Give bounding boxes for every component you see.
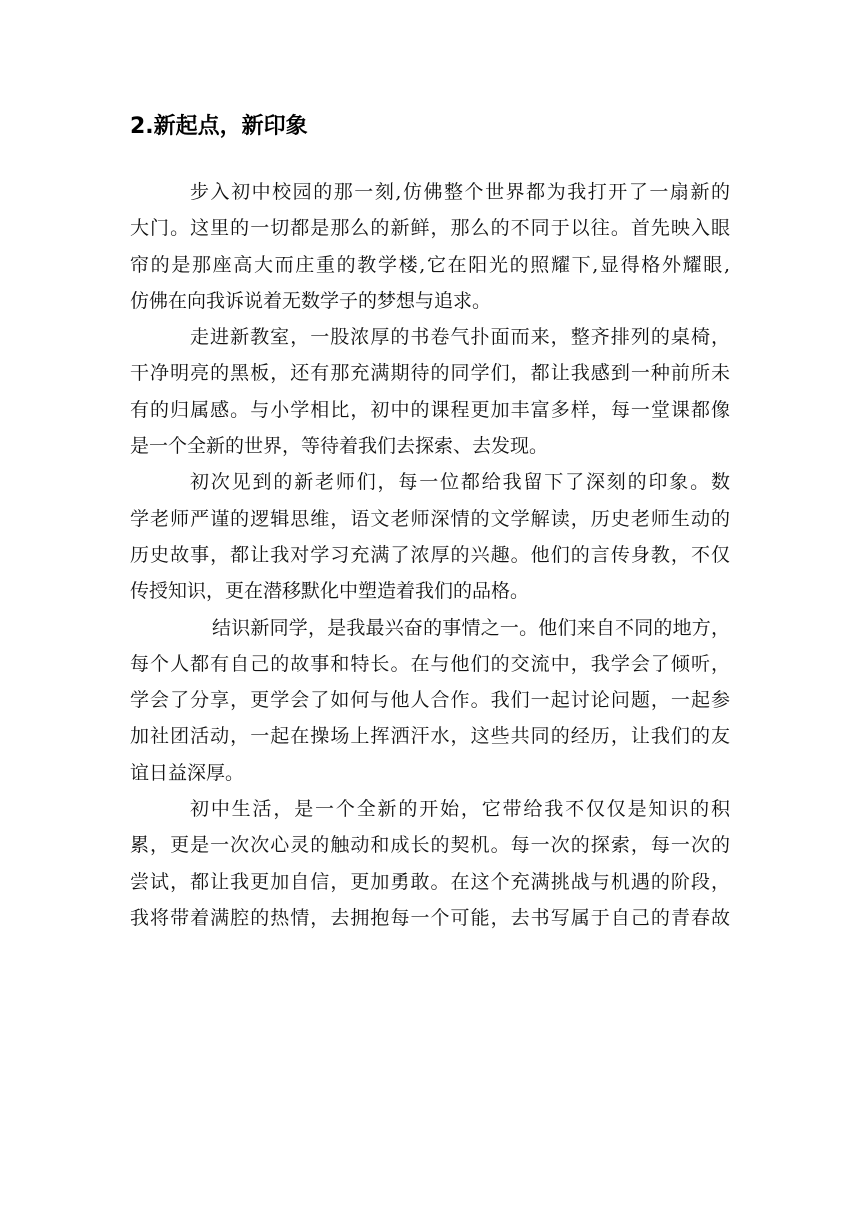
text-line: 历史故事，都让我对学习充满了浓厚的兴趣。他们的言传身教，不仅 xyxy=(130,543,730,566)
text-line: 仿佛在向我诉说着无数学子的梦想与追求。 xyxy=(130,289,492,312)
text-line: 传授知识，更在潜移默化中塑造着我们的品格。 xyxy=(130,580,530,603)
text-line: 结识新同学，是我最兴奋的事情之一。他们来自不同的地方， xyxy=(212,616,730,639)
text-line: 走进新教室，一股浓厚的书卷气扑面而来，整齐排列的桌椅， xyxy=(190,326,730,349)
section-title: 2.新起点，新印象 xyxy=(130,114,308,139)
text-line: 累，更是一次次心灵的触动和成长的契机。每一次的探索，每一次的 xyxy=(130,834,730,857)
paragraph-2 xyxy=(130,319,730,464)
text-line: 每个人都有自己的故事和特长。在与他们的交流中，我学会了倾听， xyxy=(130,652,730,675)
text-line: 加社团活动，一起在操场上挥洒汗水，这些共同的经历，让我们的友 xyxy=(130,725,730,748)
text-line: 学会了分享，更学会了如何与他人合作。我们一起讨论问题，一起参 xyxy=(130,689,730,712)
text-line: 帘的是那座高大而庄重的教学楼,它在阳光的照耀下,显得格外耀眼, xyxy=(130,253,730,276)
text-line: 初中生活，是一个全新的开始，它带给我不仅仅是知识的积 xyxy=(190,798,730,821)
text-line: 我将带着满腔的热情，去拥抱每一个可能，去书写属于自己的青春故 xyxy=(130,906,730,929)
text-line: 大门。这里的一切都是那么的新鲜，那么的不同于以往。首先映入眼 xyxy=(130,217,730,240)
text-line: 有的归属感。与小学相比，初中的课程更加丰富多样，每一堂课都像 xyxy=(130,398,730,421)
text-line: 干净明亮的黑板，还有那充满期待的同学们，都让我感到一种前所未 xyxy=(130,362,730,385)
paragraph-5 xyxy=(130,791,730,936)
essay-body xyxy=(130,174,730,936)
text-line: 谊日益深厚。 xyxy=(130,761,245,784)
text-line: 步入初中校园的那一刻,仿佛整个世界都为我打开了一扇新的 xyxy=(190,181,730,203)
text-line: 是一个全新的世界，等待着我们去探索、去发现。 xyxy=(130,435,549,458)
paragraph-4 xyxy=(130,610,730,791)
paragraph-3 xyxy=(130,464,730,609)
text-line: 初次见到的新老师们，每一位都给我留下了深刻的印象。数 xyxy=(190,471,730,494)
text-line: 尝试，都让我更加自信，更加勇敢。在这个充满挑战与机遇的阶段， xyxy=(130,870,730,893)
text-line: 学老师严谨的逻辑思维，语文老师深情的文学解读，历史老师生动的 xyxy=(130,507,730,530)
paragraph-1 xyxy=(130,174,730,319)
